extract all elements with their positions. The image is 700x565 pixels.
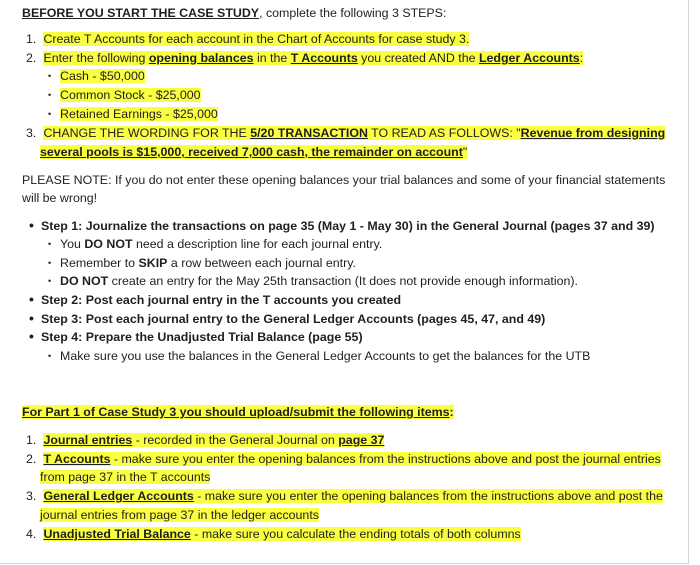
task-step-4-note: • Make sure you use the balances in the General Ledger Accounts to get the balances for the UTB: [60, 348, 590, 364]
step-text: Enter the following opening balances in the T Accounts you created AND the Ledger Accounts:: [43, 51, 584, 65]
part1-heading-text: For Part 1 of Case Study 3 you should upload/submit the following items: [22, 405, 450, 419]
step-text: CHANGE THE WORDING FOR THE 5/20 TRANSACTION TO READ AS FOLLOWS: "Revenue from designing: [43, 126, 666, 140]
submit-item-4: 4. Unadjusted Trial Balance - make sure you calculate the ending totals of both columns: [26, 527, 521, 541]
part1-heading: For Part 1 of Case Study 3 you should upload/submit the following items:: [22, 405, 454, 419]
submit-item-3-cont: journal entries from page 37 in the ledger accounts: [40, 508, 319, 522]
task-step-1: • Step 1: Journalize the transactions on page 35 (May 1 - May 30) in the General Journal (pages 37 and 39): [41, 218, 655, 234]
balance-item: • Retained Earnings - $25,000: [60, 106, 218, 122]
setup-step-2: [26, 50, 583, 66]
step-number: 1.: [26, 32, 37, 46]
submit-item-1: 1. Journal entries - recorded in the General Journal on page 37: [26, 433, 385, 447]
setup-step-3: [26, 125, 665, 141]
note-line-2: will be wrong!: [22, 191, 98, 205]
note-line-1: PLEASE NOTE: If you do not enter these opening balances your trial balances and some of your financial statements: [22, 173, 666, 187]
balance-item: • Cash - $50,000: [60, 68, 145, 84]
task-step-4: • Step 4: Prepare the Unadjusted Trial Balance (page 55): [41, 329, 363, 345]
step-number: 3.: [26, 126, 37, 140]
task-step-2: • Step 2: Post each journal entry in the T accounts you created: [41, 292, 401, 308]
submit-item-2-cont: from page 37 in the T accounts: [40, 470, 211, 484]
step-number: 2.: [26, 51, 37, 65]
revised-transaction-text: several pools is $15,000, received 7,000 cash, the remainder on account: [40, 145, 463, 159]
setup-step-3-cont: several pools is $15,000, received 7,000 cash, the remainder on account": [40, 145, 468, 159]
submit-item-3: 3. General Ledger Accounts - make sure you enter the opening balances from the instructions above and post the: [26, 489, 663, 503]
intro-title: BEFORE YOU START THE CASE STUDY: [22, 6, 260, 20]
step-text: Create T Accounts for each account in the Chart of Accounts for case study 3.: [43, 32, 470, 46]
balance-item: • Common Stock - $25,000: [60, 87, 201, 103]
task-step-1-note: • Remember to SKIP a row between each journal entry.: [60, 255, 356, 271]
task-step-1-note: • DO NOT create an entry for the May 25th transaction (It does not provide enough information).: [60, 273, 578, 289]
setup-step-1: [26, 31, 469, 47]
intro-heading: [22, 5, 446, 21]
task-step-1-note: • You DO NOT need a description line for each journal entry.: [60, 236, 382, 252]
intro-tail: , complete the following 3 STEPS:: [259, 6, 447, 20]
submit-item-2: 2. T Accounts - make sure you enter the opening balances from the instructions above and post the journal entries: [26, 452, 661, 466]
task-step-3: • Step 3: Post each journal entry to the General Ledger Accounts (pages 45, 47, and 49): [41, 311, 545, 327]
